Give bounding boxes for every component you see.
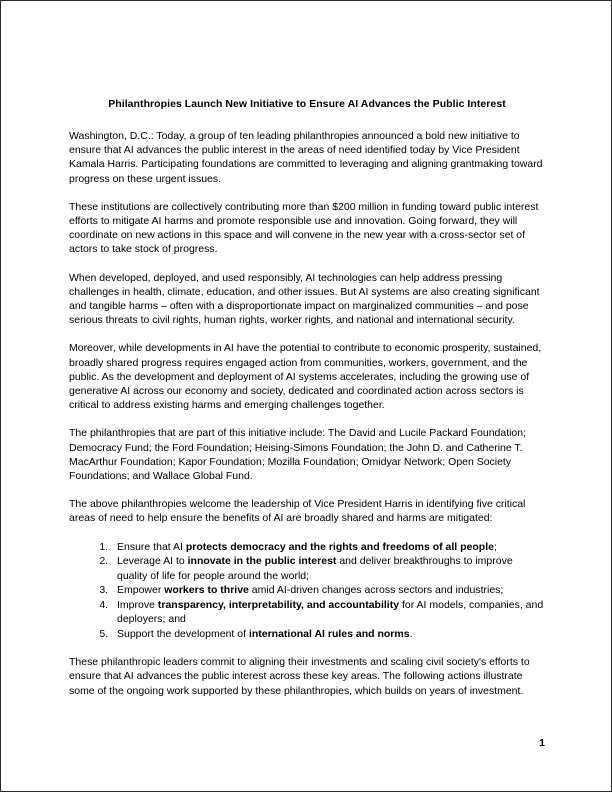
list-item-emphasis: protects democracy and the rights and freedoms of all people xyxy=(185,540,494,553)
list-item-lead: Ensure that AI xyxy=(117,540,186,553)
paragraph-lede: Washington, D.C.: Today, a group of ten leading philanthropies announced a bold new initiative to ensure that AI advances the public interest in the areas of need identified today by Vice President Kamala Harris. Participating foundations are committed to leveraging and aligning grantmaking toward progress on these urgent issues. xyxy=(69,130,543,185)
page-number: 1 xyxy=(539,737,545,749)
list-item-lead: Empower xyxy=(117,584,165,597)
paragraph-participants: The philanthropies that are part of this initiative include: The David and Lucile Packard Foundation; Democracy Fund; the Ford Foundation; Heising-Simons Foundation; the John D. and Catherine T. MacArthur Foundation; Kapor Foundation; Mozilla Foundation; Omidyar Network; Open Society Foundations; and Wallace Global Fund. xyxy=(69,427,526,483)
paragraph-list-intro: The above philanthropies welcome the leadership of Vice President Harris in identifying five critical areas of need to help ensure the benefits of AI are broadly shared and harms are mitigated: xyxy=(69,498,526,525)
key-areas-list xyxy=(69,540,545,641)
list-item xyxy=(111,540,545,554)
list-item-tail: for AI models, companies, and deployers; and xyxy=(117,598,544,626)
list-item-tail: ; xyxy=(493,540,497,553)
list-item-lead: Support the development of xyxy=(117,627,249,640)
paragraph-coordinated-action: Moreover, while developments in AI have the potential to contribute to economic prosperity, sustained, broadly shared progress requires engaged action from communities, workers, government, and the public. As the development and deployment of AI systems accelerates, including the growing use of generative AI across our economy and society, dedicated and coordinated action across sectors is critical to address existing harms and emerging challenges together. xyxy=(69,342,542,412)
paragraph-closing: These philanthropic leaders commit to aligning their investments and scaling civil society's efforts to ensure that AI advances the public interest across these key areas. The following actions illustrate some of the ongoing work supported by these philanthropies, which builds on years of investment. xyxy=(69,656,530,697)
list-item-emphasis: transparency, interpretability, and accountability xyxy=(157,598,400,611)
list-item-tail: and deliver breakthroughs to improve quality of life for people around the world; xyxy=(117,555,513,582)
list-item xyxy=(111,583,545,597)
list-item-emphasis: workers to thrive xyxy=(164,584,249,597)
page-title: Philanthropies Launch New Initiative to Ensure AI Advances the Public Interest xyxy=(108,98,506,110)
list-item-tail: amid AI-driven changes across sectors and industries; xyxy=(248,584,504,597)
list-item xyxy=(111,598,545,626)
list-item-emphasis: international AI rules and norms xyxy=(248,627,410,640)
list-item-lead: Leverage AI to xyxy=(117,555,188,568)
list-item xyxy=(111,627,545,641)
paragraph-benefits-and-harms: When developed, deployed, and used responsibly, AI technologies can help address pressing challenges in health, climate, education, and other issues. But AI systems are also creating significant and tangible harms – often with a disproportionate impact on marginalized communities – and pose serious threats to civil rights, human rights, worker rights, and national and international security. xyxy=(69,271,540,327)
list-item-tail: . xyxy=(409,627,413,640)
list-item-lead: Improve xyxy=(117,598,158,611)
paragraph-funding: These institutions are collectively contributing more than $200 million in funding toward public interest efforts to mitigate AI harms and promote responsible use and innovation. Going forward, they will coordinate on new actions in this space and will convene in the new year with a cross-sector set of actors to take stock of progress. xyxy=(69,200,539,256)
document-body xyxy=(69,97,545,698)
list-item-emphasis: innovate in the public interest xyxy=(187,555,337,568)
list-item xyxy=(111,554,545,582)
